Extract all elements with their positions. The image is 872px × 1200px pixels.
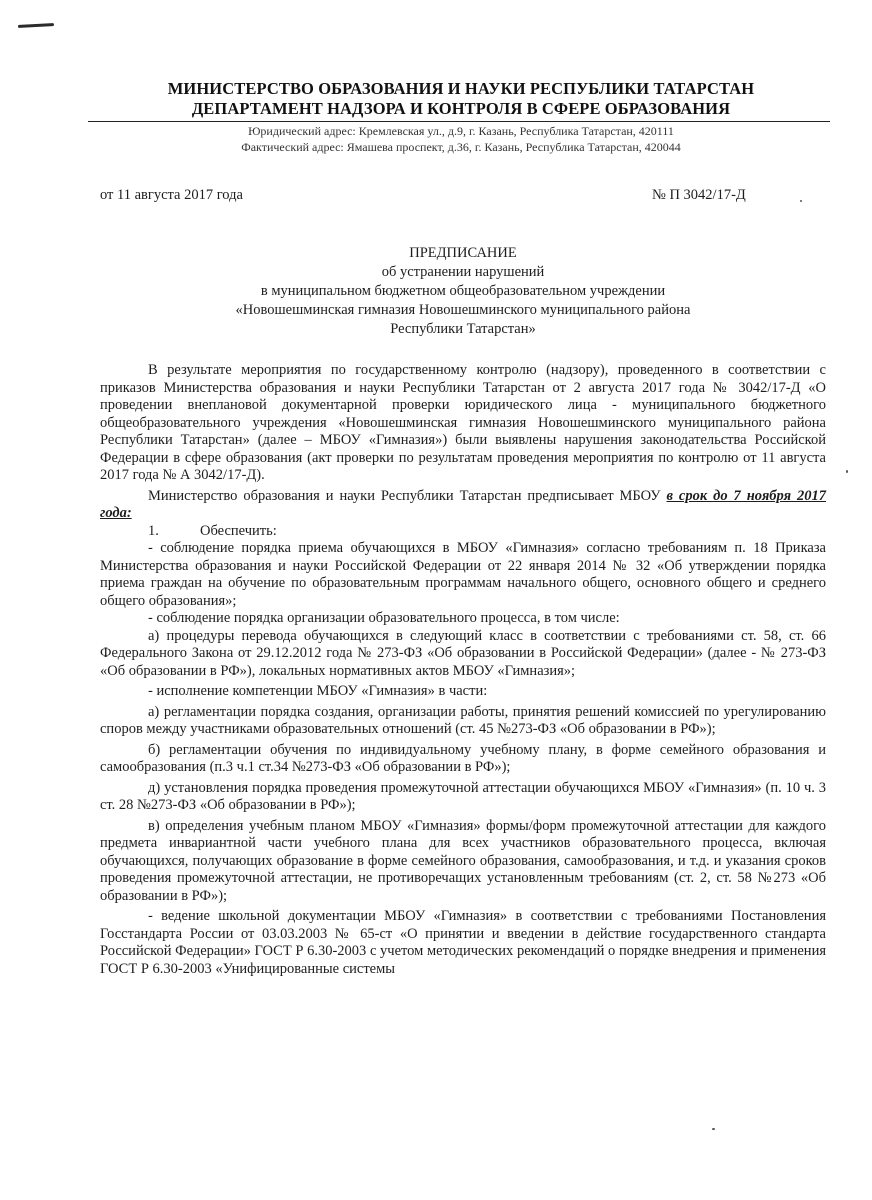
- deadline: в срок до 7 ноября 2017 года:: [100, 487, 826, 521]
- document-number: № П 3042/17-Д: [652, 187, 746, 203]
- item-number: 1.: [148, 522, 159, 539]
- scan-speck: [846, 470, 848, 473]
- prescription-paragraph: [100, 488, 826, 523]
- scan-speck: [712, 1128, 715, 1130]
- paragraph: - ведение школьной документации МБОУ «Гимназия» в соответствии с требованиями Постановления Госстандарта России от 03.03.2003 № 65-ст «О принятии и введении в действие государственного стандарта Российской Федерации» ГОСТ Р 6.30-2003 с учетом методических рекомендаций о порядке внедрения и применения ГОСТ Р 6.30-2003 «Унифицированные системы: [100, 908, 826, 977]
- paragraph: - исполнение компетенции МБОУ «Гимназия» в части:: [148, 683, 488, 699]
- actual-address: Фактический адрес: Ямашева проспект, д.36, г. Казань, Республика Татарстан, 420044: [241, 140, 681, 154]
- department-heading: ДЕПАРТАМЕНТ НАДЗОРА И КОНТРОЛЯ В СФЕРЕ ОБРАЗОВАНИЯ: [191, 99, 731, 118]
- document-title: [100, 244, 826, 339]
- scan-artifact: [18, 23, 54, 28]
- document-date: от 11 августа 2017 года: [100, 187, 243, 203]
- legal-address: Юридический адрес: Кремлевская ул., д.9, г. Казань, Республика Татарстан, 420111: [248, 124, 674, 138]
- paragraph: а) регламентации порядка создания, организации работы, принятия решений комиссией по урегулированию споров между участниками образовательных отношений (ст. 45 №273-ФЗ «Об образовании в РФ»);: [100, 703, 826, 737]
- list-item: [100, 523, 826, 541]
- header-rule: [88, 121, 830, 122]
- paragraph: - соблюдение порядка организации образовательного процесса, в том числе:: [148, 610, 620, 626]
- document-body: [100, 362, 826, 978]
- paragraph: - соблюдение порядка приема обучающихся в МБОУ «Гимназия» согласно требованиям п. 18 Приказа Министерства образования и науки Российской Федерации от 22 января 2014 № 32 «Об утверждении порядка приема граждан на обучение по образовательным программам начального общего, основного общего и среднего общего образования»;: [100, 540, 826, 609]
- paragraph: д) установления порядка проведения промежуточной аттестации обучающихся МБОУ «Гимназия» (п. 10 ч. 3 ст. 28 №273-ФЗ «Об образовании в РФ»);: [100, 779, 826, 813]
- title-line: в муниципальном бюджетном общеобразовательном учреждении: [260, 283, 666, 299]
- scan-speck: [800, 200, 802, 202]
- paragraph: в) определения учебным планом МБОУ «Гимназия» формы/форм промежуточной аттестации для каждого предмета инвариантной части учебного плана для всех участников образовательного процесса, включая обучающихся, получающих образование в форме семейного образования, самообразования, и т.д. и указания сроков проведения промежуточной аттестации, не противоречащих установленным требованиям (ст. 2, ст. 58 №273 «Об образовании в РФ»);: [100, 817, 826, 904]
- ministry-heading: МИНИСТЕРСТВО ОБРАЗОВАНИЯ И НАУКИ РЕСПУБЛИКИ ТАТАРСТАН: [167, 79, 755, 98]
- prescription-text: Министерство образования и науки Республики Татарстан предписывает МБОУ: [148, 487, 661, 504]
- paragraph: а) процедуры перевода обучающихся в следующий класс в соответствии с требованиями ст. 58, ст. 66 Федерального Закона от 29.12.2012 года № 273-ФЗ «Об образовании в Российской Федерации» (далее - № 273-ФЗ «Об образовании в РФ»), локальных нормативных актов МБОУ «Гимназия»;: [100, 627, 826, 679]
- title-line: ПРЕДПИСАНИЕ: [409, 245, 517, 261]
- intro-paragraph: В результате мероприятия по государственному контролю (надзору), проведенного в соответствии с приказов Министерства образования и науки Республики Татарстан от 2 августа 2017 года № 3042/17-Д «О проведении внеплановой документарной проверки юридического лица - муниципального бюджетного общеобразовательного учреждения «Новошешминская гимназия Новошешминского муниципального района Республики Татарстан» (далее – МБОУ «Гимназия») были выявлены нарушения законодательства Российской Федерации в сфере образования (акт проверки по результатам проведения мероприятия по контролю от 11 августа 2017 года № А 3042/17-Д).: [100, 362, 826, 483]
- paragraph: б) регламентации обучения по индивидуальному учебному плану, в форме семейного образования и самообразования (п.3 ч.1 ст.34 №273-ФЗ «Об образовании в РФ»);: [100, 741, 826, 775]
- item-label: Обеспечить:: [200, 522, 277, 539]
- title-line: Республики Татарстан»: [390, 321, 536, 337]
- title-line: «Новошешминская гимназия Новошешминского муниципального района: [235, 302, 691, 318]
- title-line: об устранении нарушений: [381, 264, 545, 280]
